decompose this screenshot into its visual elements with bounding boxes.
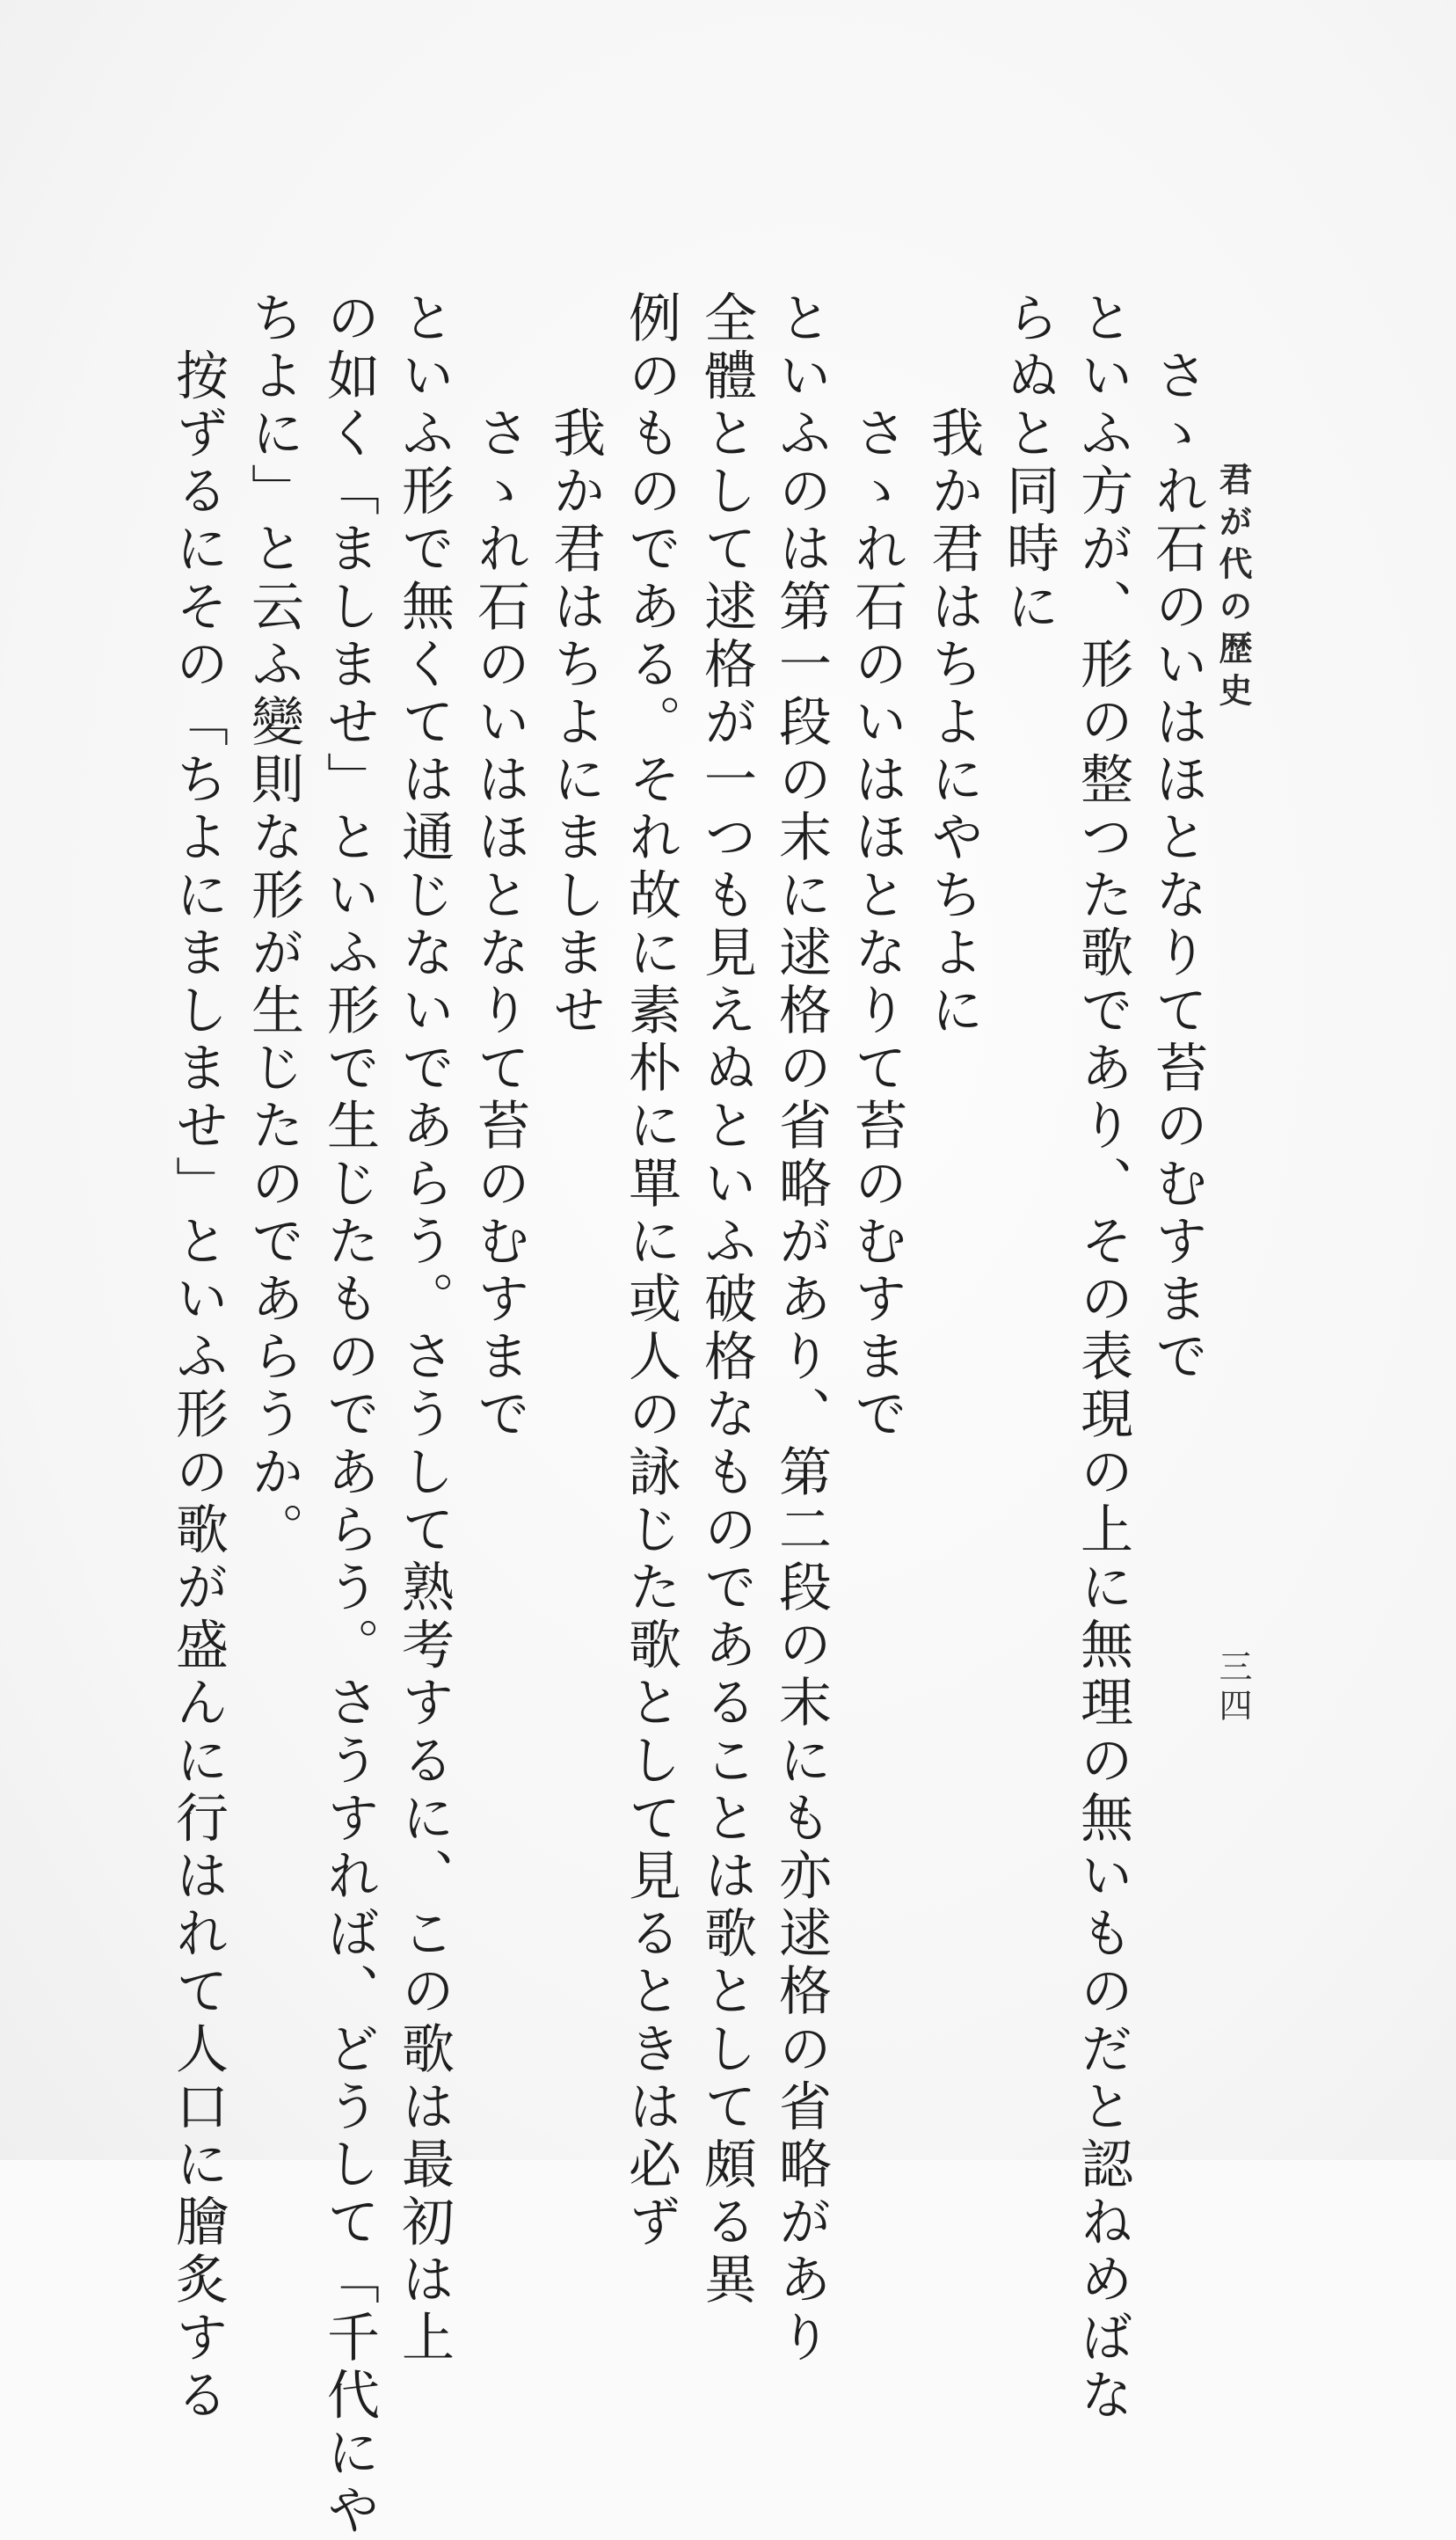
- text-column-4: 我か君はちよにやちよに: [922, 290, 984, 1040]
- text-column-12: の如く「ましませ」といふ形で生じたものであらう。さうすれば、どうして「千代にや: [318, 290, 380, 2540]
- text-column-7: 全體として逑格が一つも見えぬといふ破格なものであることは歌として頗る異: [695, 290, 757, 2310]
- text-column-11: といふ形で無くては通じないであらう。さうして熟考するに、この歌は最初は上: [393, 290, 455, 2368]
- text-column-13: ちよに」と云ふ變則な形が生じたのであらうか。: [243, 290, 304, 1560]
- text-column-8: 例のものである。それ故に素朴に單に或人の詠じた歌として見るときは必ず: [620, 290, 681, 2252]
- text-column-14: 按ずるにその「ちよにましませ」といふ形の歌が盛んに行はれて人口に膾炙する: [167, 290, 229, 2426]
- text-column-10: さゝれ石のいはほとなりて苔のむすまで: [469, 290, 530, 1444]
- text-column-2: といふ方が、形の整つた歌であり、その表現の上に無理の無いものだと認ねめばな: [1072, 290, 1133, 2426]
- page-number: 三四: [1213, 1649, 1252, 1726]
- text-column-1: さゝれ石のいはほとなりて苔のむすまで: [1147, 290, 1208, 1387]
- text-column-3: らぬと同時に: [998, 290, 1059, 637]
- running-header-title: 君が代の歴史: [1213, 462, 1253, 715]
- text-column-9: 我か君はちよにましませ: [544, 290, 606, 1040]
- text-column-5: さゝれ石のいはほとなりて苔のむすまで: [846, 290, 907, 1444]
- text-column-6: といふのは第一段の末に逑格の省略があり、第二段の末にも亦逑格の省略があり: [770, 290, 832, 2368]
